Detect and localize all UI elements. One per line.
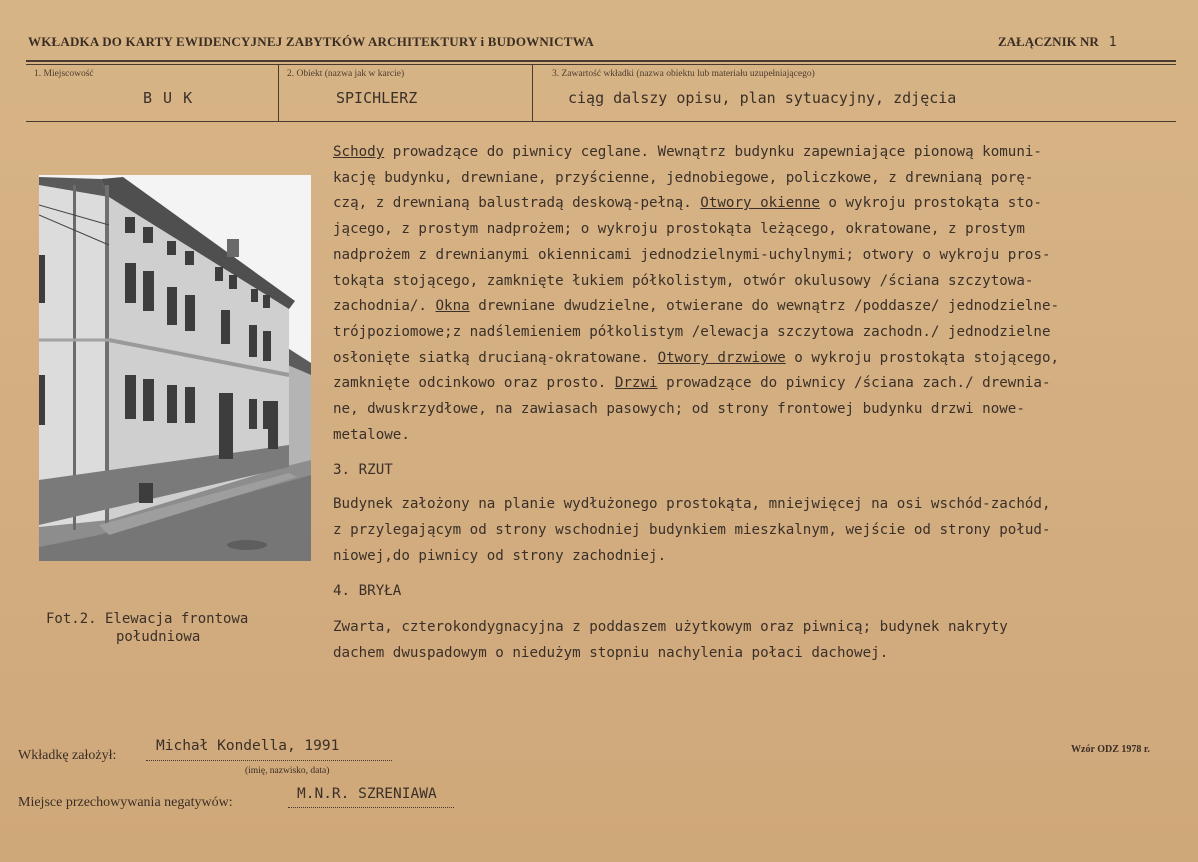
body-line-15: niowej,do piwnicy od strony zachodniej. (333, 548, 667, 564)
body-line-1 (333, 144, 1042, 160)
object-label: 2. Obiekt (nazwa jak w karcie) (287, 69, 405, 79)
section-heading-plan: 3. RZUT (333, 462, 393, 478)
body-line-4: jącego, z prostym nadprożem; o wykroju prostokąta leżącego, okratowane, z prostym (333, 221, 1025, 237)
body-line-3 (333, 195, 1042, 211)
body-line-12: metalowe. (333, 427, 410, 443)
content-value: ciąg dalszy opisu, plan sytuacyjny, zdjęcia (568, 89, 957, 107)
body-line-7 (333, 298, 1059, 314)
heading-windows: Okna (435, 298, 470, 314)
locality-label: 1. Miejscowość (34, 69, 94, 79)
body-text: osłonięte siatką drucianą-okratowane. (333, 350, 658, 366)
body-line-5: nadprożem z drewnianymi okiennicami jednodzielnymi-uchylnymi; otwory o wykroju pros- (333, 247, 1051, 263)
heading-door-openings: Otwory drzwiowe (657, 350, 786, 366)
author-line (146, 760, 392, 761)
header-rule-thin (26, 64, 1176, 65)
form-code: Wzór ODZ 1978 r. (1071, 744, 1150, 755)
content-label: 3. Zawartość wkładki (nazwa obiektu lub materiału uzupełniającego) (552, 69, 815, 79)
body-line-8: trójpoziomowe;z nadślemieniem półkolistym /elewacja szczytowa zachodn./ jednodzielne (333, 324, 1051, 340)
body-text: zamknięte odcinkowo oraz prosto. (333, 375, 615, 391)
body-line-11: ne, dwuskrzydłowe, na zawiasach pasowych; od strony frontowej budynku drzwi nowe- (333, 401, 1025, 417)
building-photo (39, 175, 311, 561)
body-line-2: kację budynku, drewniane, przyścienne, jednobiegowe, policzkowe, z drewnianą porę- (333, 170, 1034, 186)
body-line-9 (333, 350, 1059, 366)
body-line-17: dachem dwuspadowym o niedużym stopniu nachylenia połaci dachowej. (333, 645, 889, 661)
body-line-16: Zwarta, czterokondygnacyjna z poddaszem użytkowym oraz piwnicą; budynek nakryty (333, 619, 1008, 635)
storage-value: M.N.R. SZRENIAWA (297, 786, 437, 802)
body-text: prowadzące do piwnicy /ściana zach./ drewnia- (657, 375, 1051, 391)
object-value: SPICHLERZ (336, 89, 418, 107)
body-text: zachodnia/. (333, 298, 436, 314)
annex-label-text: ZAŁĄCZNIK NR (998, 34, 1099, 49)
body-text: prowadzące do piwnicy ceglane. Wewnątrz budynku zapewniające pionową komuni- (384, 144, 1042, 160)
heading-window-openings: Otwory okienne (700, 195, 820, 211)
photo-caption (46, 610, 248, 646)
heading-doors: Drzwi (614, 375, 658, 391)
storage-line (288, 807, 454, 808)
field-divider-2 (532, 65, 533, 121)
body-line-14: z przylegającym od strony wschodniej budynkiem mieszkalnym, wejście od strony połud- (333, 522, 1051, 538)
section-heading-mass: 4. BRYŁA (333, 583, 402, 599)
author-value: Michał Kondella, 1991 (156, 738, 340, 754)
form-title: WKŁADKA DO KARTY EWIDENCYJNEJ ZABYTKÓW ARCHITEKTURY i BUDOWNICTWA (28, 34, 594, 49)
body-text: o wykroju prostokąta stojącego, (785, 350, 1060, 366)
photo-caption-line1: Fot.2. Elewacja frontowa (46, 611, 249, 627)
body-line-10 (333, 375, 1051, 391)
fields-bottom-rule (26, 121, 1176, 122)
annex-label (998, 34, 1117, 50)
header-rule-thick (26, 60, 1176, 62)
annex-number: 1 (1108, 35, 1117, 50)
storage-label: Miejsce przechowywania negatywów: (18, 795, 233, 810)
photo-caption-line2: południowa (116, 629, 201, 645)
body-line-13: Budynek założony na planie wydłużonego prostokąta, mniejwięcej na osi wschód-zachód, (333, 496, 1051, 512)
body-text: drewniane dwudzielne, otwierane do wewnątrz /poddasze/ jednodzielne- (469, 298, 1060, 314)
author-label: Wkładkę założył: (18, 748, 117, 763)
body-text: o wykroju prostokąta sto- (819, 195, 1042, 211)
body-line-6: tokąta stojącego, zamknięte łukiem półkolistym, otwór okulusowy /ściana szczytowa- (333, 273, 1034, 289)
author-hint: (imię, nazwisko, data) (245, 766, 330, 776)
heading-stairs: Schody (333, 144, 385, 160)
body-text: czą, z drewnianą balustradą deskową-pełną. (333, 195, 701, 211)
field-divider-1 (278, 65, 279, 121)
building-photo-image (39, 175, 311, 561)
locality-value: B U K (143, 89, 194, 107)
